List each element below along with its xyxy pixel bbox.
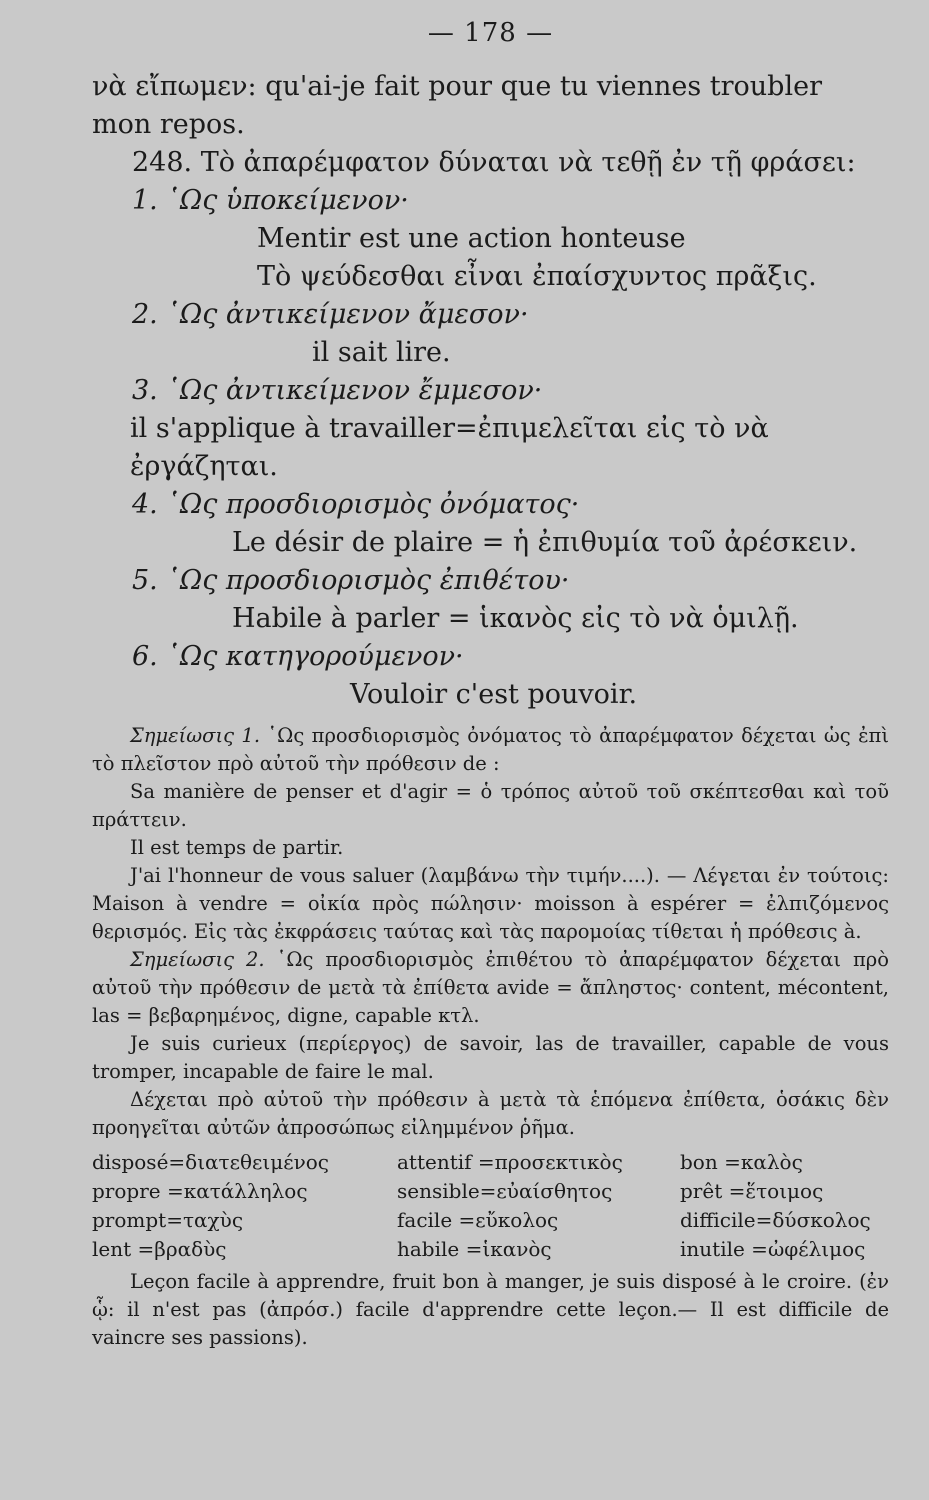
vocab-entry: attentif =προσεκτικὸς — [397, 1150, 623, 1174]
item-line: il sait lire. — [312, 337, 451, 368]
note2-text: ῾Ως προσδιορισμὸς ἐπιθέτου τὸ ἀπαρέμφατον δέχεται πρὸ αὐτοῦ τὴν πρόθεσιν de μετὰ τὰ ἐπίθετα avide = ἄπληστος· content, mécontent, las = βεβαρημένος, digne, capable κτλ. — [92, 948, 889, 1027]
main-text — [92, 68, 889, 714]
notes — [92, 722, 889, 1142]
vocab-entry: prompt=ταχὺς — [92, 1208, 244, 1232]
note2-example: Je suis curieux (περίεργος) de savoir, las de travailler, capable de vous tromper, incapable de faire le mal. — [92, 1032, 889, 1083]
note2-example: Δέχεται πρὸ αὐτοῦ τὴν πρόθεσιν à μετὰ τὰ ἑπόμενα ἐπίθετα, ὁσάκις δὲν προηγεῖται αὐτῶν ἀπροσώπως εἰλημμένον ῥῆμα. — [92, 1088, 889, 1139]
item-heading: 3. ῾Ως ἀντικείμενον ἔμμεσον· — [132, 375, 543, 406]
item-heading: 2. ῾Ως ἀντικείμενον ἄμεσον· — [132, 299, 529, 330]
note1-example: J'ai l'honneur de vous saluer (λαμβάνω τὴν τιμήν....). — Λέγεται ἐν τούτοις: Maison à vendre = οἰκία πρὸς πώλησιν· moisson à espérer = ἐλπιζόμενος θερισμός. Εἰς τὰς ἐκφράσεις ταύτας καὶ τὰς παρομοίας τίθεται ἡ πρόθεσις à. — [92, 864, 889, 943]
vocab-entry: facile =εὔκολος — [397, 1208, 559, 1232]
vocab-entry: difficile=δύσκολος — [680, 1208, 871, 1232]
item-line: Habile à parler = ἱκανὸς εἰς τὸ νὰ ὁμιλῇ. — [232, 603, 799, 634]
final-paragraph: Leçon facile à apprendre, fruit bon à manger, je suis disposé à le croire. (ἐν ᾧ: il n'est pas (ἀπρόσ.) facile d'apprendre cette leçon.— Il est difficile de vaincre ses passions). — [92, 1270, 889, 1349]
vocab-entry: lent =βραδὺς — [92, 1237, 227, 1261]
section-heading: 248. Τὸ ἀπαρέμφατον δύναται νὰ τεθῇ ἐν τῇ φράσει: — [132, 147, 856, 178]
item-line: Vouloir c'est pouvoir. — [350, 679, 638, 710]
vocab-entry: prêt =ἕτοιμος — [680, 1179, 824, 1203]
vocabulary-table — [92, 1148, 889, 1264]
item-heading: 6. ῾Ως κατηγορούμενον· — [132, 641, 464, 672]
vocab-entry: sensible=εὐαίσθητος — [397, 1179, 613, 1203]
note1-label: Σημείωσις 1. — [130, 724, 261, 747]
item-heading: 1. ῾Ως ὑποκείμενον· — [132, 185, 409, 216]
vocab-entry: habile =ἱκανὸς — [397, 1237, 552, 1261]
vocab-entry: bon =καλὸς — [680, 1150, 803, 1174]
note2-label: Σημείωσις 2. — [130, 948, 265, 971]
item-heading: 4. ῾Ως προσδιορισμὸς ὀνόματος· — [132, 489, 580, 520]
vocab-entry: inutile =ὠφέλιμος — [680, 1237, 866, 1261]
note1-example: Sa manière de penser et d'agir = ὁ τρόπος αὐτοῦ τοῦ σκέπτεσθαι καὶ τοῦ πράττειν. — [92, 780, 889, 831]
page-number: — 178 — — [427, 18, 554, 48]
note1-example: Il est temps de partir. — [130, 836, 344, 859]
item-line: il s'applique à travailler=ἐπιμελεῖται εἰς τὸ νὰ ἐργάζηται. — [130, 413, 769, 482]
item-line: Le désir de plaire = ἡ ἐπιθυμία τοῦ ἀρέσκειν. — [232, 527, 858, 558]
intro-line: νὰ εἴπωμεν: qu'ai-je fait pour que tu viennes troubler mon repos. — [92, 71, 822, 140]
item-line: Τὸ ψεύδεσθαι εἶναι ἐπαίσχυντος πρᾶξις. — [257, 261, 817, 292]
item-heading: 5. ῾Ως προσδιορισμὸς ἐπιθέτου· — [132, 565, 570, 596]
vocab-entry: disposé=διατεθειμένος — [92, 1150, 329, 1174]
vocab-entry: propre =κατάλληλος — [92, 1179, 308, 1203]
note1-text: ῾Ως προσδιορισμὸς ὀνόματος τὸ ἀπαρέμφατον δέχεται ὡς ἐπὶ τὸ πλεῖστον πρὸ αὐτοῦ τὴν πρόθεσιν de : — [92, 724, 889, 775]
item-line: Mentir est une action honteuse — [257, 223, 686, 254]
